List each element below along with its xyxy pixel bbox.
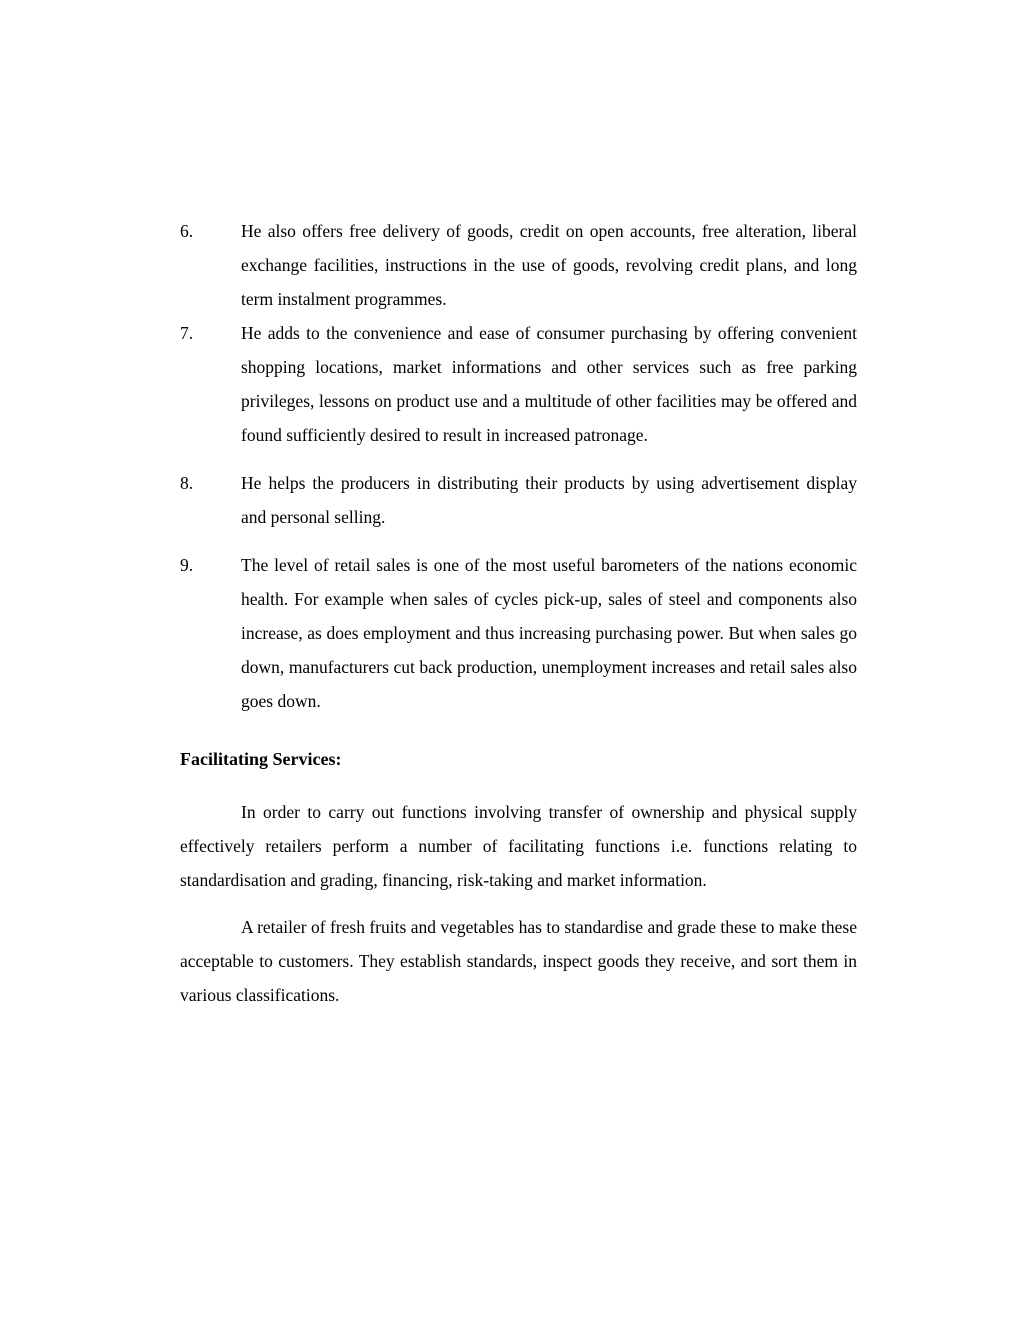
list-item-8 (180, 466, 857, 534)
paragraph-2: A retailer of fresh fruits and vegetables has to standardise and grade these to make these acceptable to customers. They establish standards, inspect goods they receive, and sort them in various classifications. (180, 917, 857, 1005)
list-item-7 (180, 316, 857, 452)
list-item-number: 6. (180, 221, 194, 241)
list-item-number: 8. (180, 473, 194, 493)
list-item-text: He helps the producers in distributing their products by using advertisement display and personal selling. (241, 473, 857, 527)
list-item-9 (180, 548, 857, 718)
list-item-number: 9. (180, 555, 194, 575)
list-item-text: He also offers free delivery of goods, credit on open accounts, free alteration, liberal exchange facilities, instructions in the use of goods, revolving credit plans, and long term instalment programmes. (241, 221, 857, 309)
list-item-text: The level of retail sales is one of the most useful barometers of the nations economic health. For example when sales of cycles pick-up, sales of steel and components also increase, as does employment and thus increasing purchasing power. But when sales go down, manufacturers cut back production, unemployment increases and retail sales also goes down. (241, 555, 857, 711)
section-heading: Facilitating Services: (180, 749, 342, 769)
paragraph-1: In order to carry out functions involving transfer of ownership and physical supply effectively retailers perform a number of facilitating functions i.e. functions relating to standardisation and grading, financing, risk-taking and market information. (180, 802, 857, 890)
numbered-list (180, 214, 857, 718)
list-item-6 (180, 214, 857, 316)
list-item-text: He adds to the convenience and ease of consumer purchasing by offering convenient shopping locations, market informations and other services such as free parking privileges, lessons on product use and a multitude of other facilities may be offered and found sufficiently desired to result in increased patronage. (241, 323, 857, 445)
list-item-number: 7. (180, 323, 194, 343)
